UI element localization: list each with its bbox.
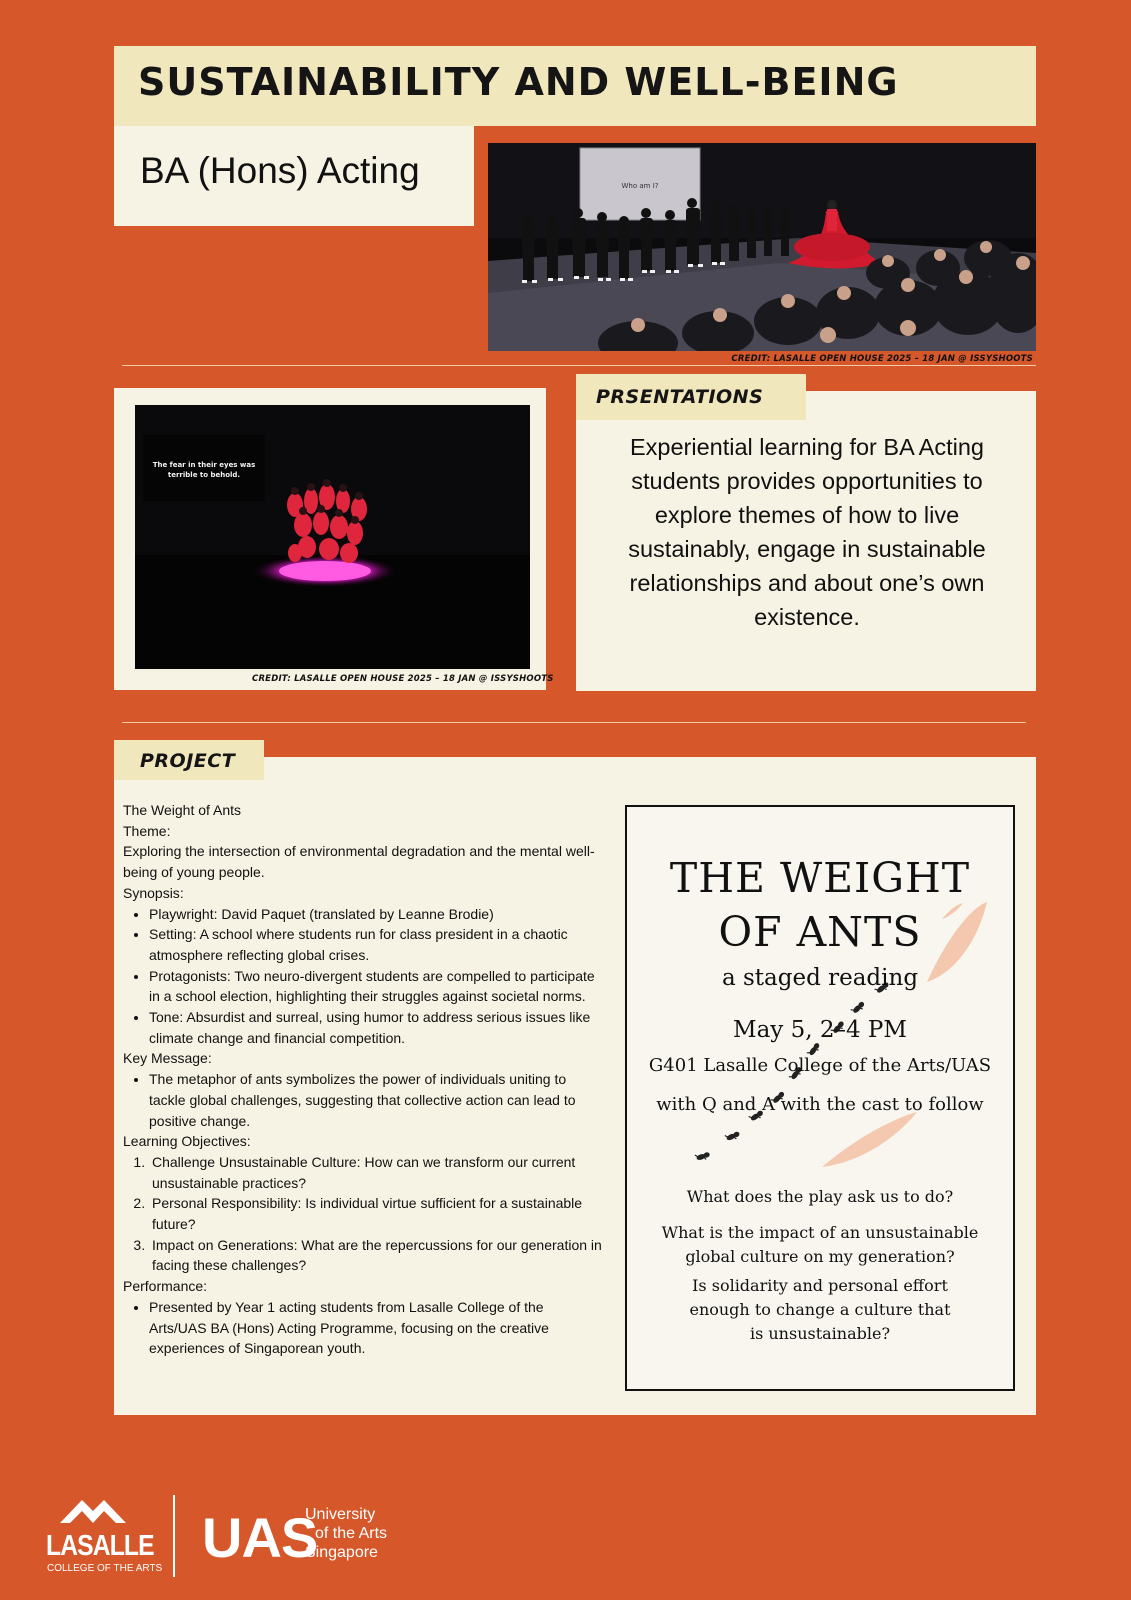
- divider-line: [122, 722, 1026, 723]
- footer-divider: [173, 1495, 175, 1577]
- synopsis-label: Synopsis: [123, 884, 180, 901]
- event-poster: [625, 805, 1015, 1391]
- list-item: 1. Challenge Unsustainable Culture: How can we transform our current unsustainable practices?: [149, 1152, 603, 1193]
- list-item: • Tone: Absurdist and surreal, using humor to address serious issues like climate change and financial competition.: [149, 1007, 603, 1048]
- photo2-screen-line1: The fear in their eyes was: [152, 461, 256, 469]
- photo2-credit: CREDIT: LASALLE OPEN HOUSE 2025 – 18 JAN @ ISSYSHOOTS: [252, 674, 554, 684]
- poster-qa: with Q and A with the cast to follow: [656, 1094, 984, 1115]
- lasalle-mountain-logo-icon: [46, 1497, 146, 1527]
- list-item: • The metaphor of ants symbolizes the power of individuals uniting to tackle global challenges, suggesting that collective action can lead to positive change.: [149, 1069, 603, 1131]
- key-message-label: Key Message: [123, 1050, 208, 1067]
- key-message-list: [123, 1069, 603, 1131]
- project-heading: PROJECT: [140, 750, 236, 772]
- uas-logo-line2: of the Arts: [315, 1525, 388, 1542]
- presentations-body: Experiential learning for BA Acting students provides opportunities to explore themes of how to live sustainably, engage in sustainable relationships and about one’s own existence.: [628, 434, 986, 630]
- lasalle-logo-text: LASALLE: [46, 1530, 154, 1562]
- play-title: The Weight of Ants: [123, 802, 242, 818]
- stage-performance-photo: [135, 405, 530, 669]
- key-message-line: Key Message:: [123, 1050, 212, 1067]
- project-details: [123, 800, 603, 1359]
- uas-logo-line1: University: [305, 1506, 376, 1523]
- poster-question-2: [627, 1221, 1013, 1269]
- list-item: • Playwright: David Paquet (translated by Leanne Brodie): [149, 904, 603, 925]
- poster-title-line1: THE WEIGHT: [669, 854, 971, 902]
- synopsis-line: Synopsis:: [123, 884, 184, 901]
- poster-question-2-line: global culture on my generation?: [685, 1247, 955, 1266]
- poster-question-3-line: enough to change a culture that: [689, 1300, 951, 1319]
- photo1-screen-text: Who am I?: [621, 182, 659, 190]
- theme-label: Theme: [123, 822, 167, 839]
- poster-title: [627, 851, 1013, 959]
- curtain-call-photo: [488, 143, 1036, 351]
- lasalle-logo-subtext: COLLEGE OF THE ARTS: [47, 1563, 163, 1574]
- list-item: • Presented by Year 1 acting students from Lasalle College of the Arts/UAS BA (Hons) Acting Programme, focusing on the creative experiences of Singaporean youth.: [149, 1297, 603, 1359]
- poster-question-3: [627, 1274, 1013, 1346]
- objectives-list: [123, 1152, 603, 1276]
- theme-text: Exploring the intersection of environmental degradation and the mental well-being of young people.: [123, 843, 595, 881]
- uas-logo-line3: Singapore: [305, 1544, 378, 1561]
- poster-location: G401 Lasalle College of the Arts/UAS: [648, 1055, 992, 1076]
- programme-title: BA (Hons) Acting: [140, 150, 420, 191]
- poster-question-3-line: Is solidarity and personal effort: [692, 1276, 948, 1295]
- page-title: SUSTAINABILITY AND WELL-BEING: [138, 60, 899, 104]
- photo2-screen-line2: terrible to behold.: [167, 471, 241, 479]
- poster-subtitle: a staged reading: [721, 965, 919, 991]
- objectives-label: Learning Objectives:: [123, 1133, 251, 1150]
- list-item: • Setting: A school where students run for class president in a chaotic atmosphere reflecting global crises.: [149, 924, 603, 965]
- poster-title-line2: OF ANTS: [718, 908, 922, 956]
- list-item: 2. Personal Responsibility: Is individual virtue sufficient for a sustainable future?: [149, 1193, 603, 1234]
- poster-date: May 5, 2–4 PM: [733, 1017, 907, 1043]
- poster-question-3-line: is unsustainable?: [749, 1324, 891, 1343]
- photo1-credit: CREDIT: LASALLE OPEN HOUSE 2025 – 18 JAN @ ISSYSHOOTS: [731, 354, 1033, 364]
- performance-line: Performance:: [123, 1278, 208, 1295]
- poster-question-1: What does the play ask us to do?: [686, 1187, 954, 1206]
- poster-question-2-line: What is the impact of an unsustainable: [661, 1223, 979, 1242]
- synopsis-list: [123, 904, 603, 1049]
- list-item: 3. Impact on Generations: What are the repercussions for our generation in facing these challenges?: [149, 1235, 603, 1276]
- performance-list: [123, 1297, 603, 1359]
- presentations-heading: PRSENTATIONS: [596, 386, 764, 408]
- uas-logo-text: UAS: [202, 1506, 318, 1569]
- theme-line: Theme:: [123, 822, 171, 839]
- list-item: • Protagonists: Two neuro-divergent students are compelled to participate in a school election, highlighting their struggles against societal norms.: [149, 966, 603, 1007]
- divider-line: [122, 365, 1036, 366]
- performance-label: Performance: [123, 1278, 204, 1295]
